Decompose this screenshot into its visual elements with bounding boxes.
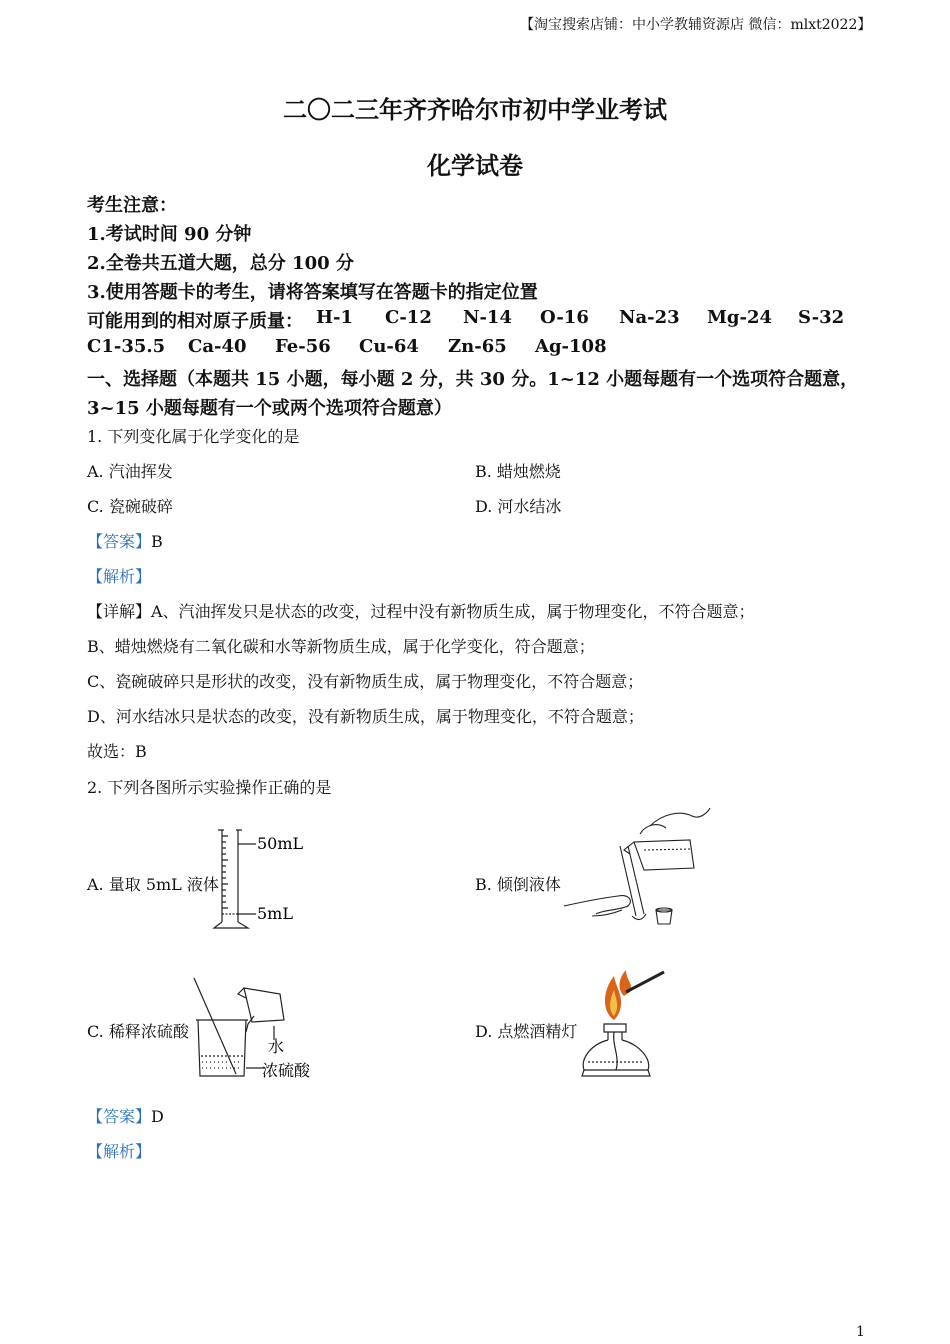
q2-stem: 2. 下列各图所示实验操作正确的是 [87,778,332,797]
q1-answer: B [151,532,163,551]
exam-subtitle: 化学试卷 [427,151,523,180]
notice-item-1: 1.考试时间 90 分钟 [87,224,252,245]
q1-option-b: B. 蜡烛燃烧 [475,462,561,481]
page-number: 1 [856,1324,865,1340]
atomic-mass-zn: Zn-65 [448,336,507,357]
q2-answer: D [151,1107,164,1126]
atomic-mass-n: N-14 [463,307,512,328]
atomic-mass-h: H-1 [316,307,354,328]
atomic-mass-ag: Ag-108 [535,336,607,357]
atomic-mass-na: Na-23 [619,307,680,328]
q1-detail-2: B、蜡烛燃烧有二氧化碳和水等新物质生成，属于化学变化，符合题意； [87,637,595,656]
atomic-mass-ca: Ca-40 [188,336,247,357]
alcohol-lamp-figure [578,966,670,1082]
q1-option-d: D. 河水结冰 [475,497,562,516]
atomic-mass-o: O-16 [540,307,589,328]
q1-detail-4: D、河水结冰只是状态的改变，没有新物质生成，属于物理变化，不符合题意； [87,707,644,726]
q2-option-d: D. 点燃酒精灯 [475,1022,578,1041]
q2-analysis-tag: 【解析】 [87,1142,152,1161]
pouring-liquid-figure [562,806,712,930]
q2-answer-tag: 【答案】 [87,1107,152,1126]
q2-option-c: C. 稀释浓硫酸 [87,1022,189,1041]
q1-detail-3: C、瓷碗破碎只是形状的改变，没有新物质生成，属于物理变化，不符合题意； [87,672,644,691]
atomic-mass-mg: Mg-24 [707,307,773,328]
atomic-mass-cl: C1-35.5 [87,336,166,357]
notice-heading: 考生注意： [87,195,177,216]
q1-answer-line [87,529,163,552]
fig-a-label-5ml: 5mL [257,904,293,923]
q1-option-c: C. 瓷碗破碎 [87,497,173,516]
fig-c-label-acid: 浓硫酸 [262,1061,311,1080]
atomic-mass-fe: Fe-56 [275,336,331,357]
q1-analysis-tag: 【解析】 [87,567,152,586]
q2-answer-line [87,1104,164,1127]
q1-answer-tag: 【答案】 [87,532,152,551]
atomic-mass-label: 可能用到的相对原子质量： [87,311,303,332]
q1-detail-1: 【详解】A、汽油挥发只是状态的改变，过程中没有新物质生成，属于物理变化，不符合题意； [87,602,755,621]
fig-a-label-50ml: 50mL [257,834,304,853]
q2-option-b: B. 倾倒液体 [475,875,561,894]
q1-option-a: A. 汽油挥发 [87,462,173,481]
atomic-mass-cu: Cu-64 [359,336,419,357]
atomic-mass-c: C-12 [385,307,432,328]
header-note: 【淘宝搜索店铺：中小学教辅资源店 微信：mlxt2022】 [520,17,872,33]
notice-item-2: 2.全卷共五道大题，总分 100 分 [87,253,354,274]
exam-title: 二〇二三年齐齐哈尔市初中学业考试 [283,95,667,124]
q2-option-a: A. 量取 5mL 液体 [87,875,219,894]
atomic-mass-s: S-32 [798,307,845,328]
graduated-cylinder-figure [210,826,320,932]
section1-heading-line2: 3~15 小题每题有一个或两个选项符合题意） [87,398,452,419]
fig-c-label-water: 水 [268,1037,285,1056]
notice-item-3: 3.使用答题卡的考生，请将答案填写在答题卡的指定位置 [87,282,538,303]
dilute-acid-figure [188,976,328,1084]
q1-stem: 1. 下列变化属于化学变化的是 [87,427,300,446]
section1-heading-line1: 一、选择题（本题共 15 小题，每小题 2 分，共 30 分。1~12 小题每题有一个选项符合题意， [87,369,859,390]
q1-conclusion: 故选：B [87,742,147,761]
